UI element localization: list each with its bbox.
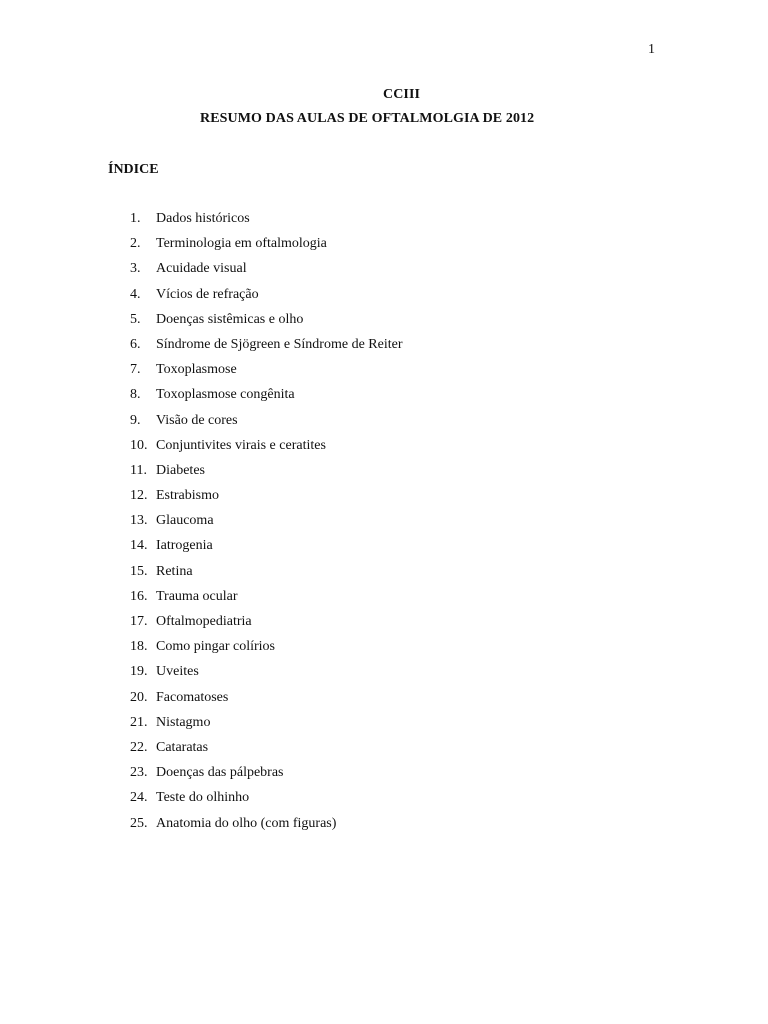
toc-item-label: Iatrogenia	[156, 538, 213, 554]
toc-item	[130, 487, 403, 512]
toc-item-number: 5.	[130, 311, 141, 327]
index-heading: ÍNDICE	[108, 162, 159, 177]
toc-item-number: 25.	[130, 815, 148, 831]
toc-item	[130, 764, 403, 789]
toc-item	[130, 537, 403, 562]
page-number: 1	[648, 42, 655, 57]
toc-item-number: 21.	[130, 714, 148, 730]
toc-item-number: 22.	[130, 739, 148, 755]
toc-item	[130, 235, 403, 260]
toc-item-number: 19.	[130, 664, 148, 680]
toc-item-label: Cataratas	[156, 739, 209, 755]
toc-item-label: Glaucoma	[156, 513, 214, 529]
toc-item	[130, 361, 403, 386]
toc-item-label: Doenças sistêmicas e olho	[156, 311, 304, 327]
toc-item-label: Trauma ocular	[156, 588, 238, 604]
toc-item-label: Terminologia em oftalmologia	[156, 236, 327, 252]
toc-item	[130, 386, 403, 411]
toc-item	[130, 260, 403, 285]
toc-item-number: 20.	[130, 689, 148, 705]
toc-item	[130, 286, 403, 311]
toc-item	[130, 739, 403, 764]
toc-item-number: 11.	[130, 462, 147, 478]
document-title: RESUMO DAS AULAS DE OFTALMOLGIA DE 2012	[200, 111, 535, 126]
toc-item-number: 12.	[130, 488, 148, 504]
toc-item-number: 7.	[130, 362, 141, 378]
table-of-contents	[130, 210, 403, 840]
toc-item-label: Toxoplasmose	[156, 362, 237, 378]
series-code: CCIII	[383, 87, 421, 102]
toc-item-number: 8.	[130, 387, 141, 403]
toc-item-label: Vícios de refração	[156, 286, 259, 302]
toc-item-label: Como pingar colírios	[156, 639, 275, 655]
toc-item-number: 18.	[130, 639, 148, 655]
toc-item	[130, 311, 403, 336]
toc-item-number: 2.	[130, 236, 141, 252]
toc-item-number: 13.	[130, 513, 148, 529]
toc-item	[130, 512, 403, 537]
toc-item-label: Conjuntivites virais e ceratites	[156, 437, 326, 453]
toc-item	[130, 588, 403, 613]
toc-item	[130, 563, 403, 588]
toc-item-label: Doenças das pálpebras	[156, 765, 284, 781]
toc-item-label: Visão de cores	[156, 412, 238, 428]
toc-item-number: 6.	[130, 336, 141, 352]
toc-item-label: Síndrome de Sjögreen e Síndrome de Reiter	[156, 336, 403, 352]
toc-item-label: Retina	[156, 563, 193, 579]
toc-item-number: 14.	[130, 538, 148, 554]
toc-item	[130, 412, 403, 437]
toc-item-number: 9.	[130, 412, 141, 428]
toc-item-number: 1.	[130, 211, 141, 226]
toc-item	[130, 437, 403, 462]
toc-item-label: Nistagmo	[156, 714, 211, 730]
toc-item	[130, 689, 403, 714]
toc-item-number: 4.	[130, 286, 141, 302]
toc-item-label: Facomatoses	[156, 689, 229, 705]
toc-item	[130, 815, 403, 840]
toc-item-label: Anatomia do olho (com figuras)	[156, 815, 337, 831]
toc-item	[130, 210, 403, 235]
toc-item-number: 15.	[130, 563, 148, 579]
toc-item-number: 23.	[130, 765, 148, 781]
toc-item	[130, 714, 403, 739]
toc-item-label: Estrabismo	[156, 488, 219, 504]
toc-item-number: 3.	[130, 261, 141, 277]
toc-item-label: Diabetes	[156, 462, 205, 478]
toc-item-number: 17.	[130, 614, 148, 629]
toc-item	[130, 789, 403, 814]
toc-item-label: Acuidade visual	[156, 261, 247, 277]
toc-item-number: 10.	[130, 437, 148, 453]
toc-item	[130, 462, 403, 487]
toc-item-number: 24.	[130, 790, 148, 806]
toc-item-label: Uveites	[156, 664, 199, 680]
toc-item-number: 16.	[130, 588, 148, 604]
toc-item	[130, 663, 403, 688]
toc-item	[130, 638, 403, 663]
toc-item	[130, 336, 403, 361]
toc-item-label: Dados históricos	[156, 211, 250, 226]
toc-item	[130, 613, 403, 638]
toc-item-label: Oftalmopediatria	[156, 614, 252, 629]
toc-item-label: Toxoplasmose congênita	[156, 387, 295, 403]
toc-item-label: Teste do olhinho	[156, 790, 250, 806]
